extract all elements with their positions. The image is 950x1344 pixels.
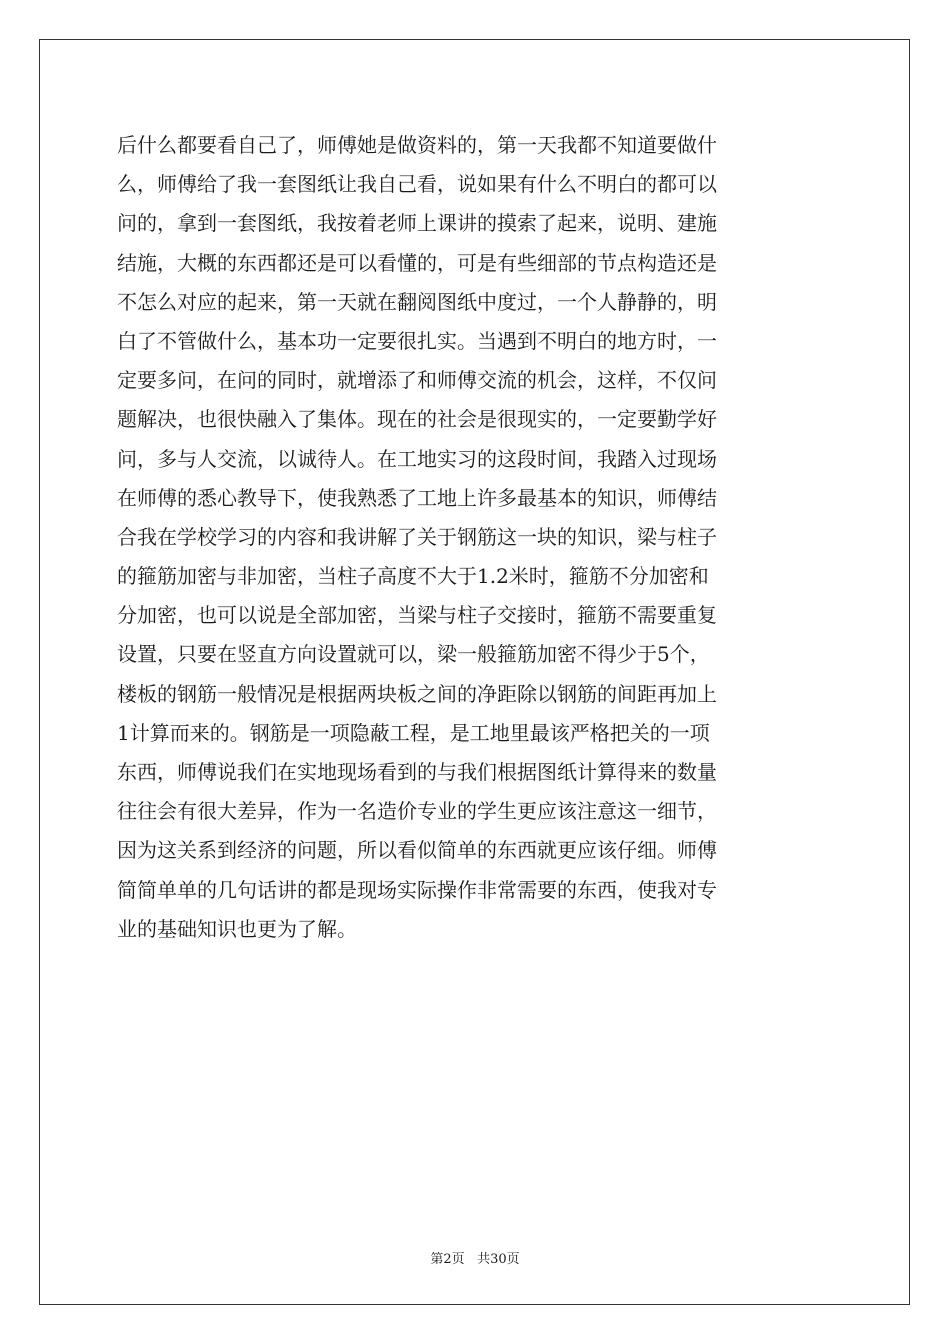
- text-line: 业的基础知识也更为了解。: [117, 916, 357, 941]
- text-line: 在师傅的悉心教导下，使我熟悉了工地上许多最基本的知识，师傅结: [117, 485, 717, 510]
- text-line: 白了不管做什么，基本功一定要很扎实。当遇到不明白的地方时，一: [117, 328, 717, 353]
- text-line: 东西，师傅说我们在实地现场看到的与我们根据图纸计算得来的数量: [117, 760, 717, 784]
- text-line: 设置，只要在竖直方向设置就可以，梁一般箍筋加密不得少于5个，: [117, 642, 710, 667]
- text-line: 因为这关系到经济的问题，所以看似简单的东西就更应该仔细。师傅: [117, 838, 717, 863]
- page-total: 共30页: [477, 1252, 520, 1267]
- text-line: 结施，大概的东西都还是可以看懂的，可是有些细部的节点构造还是: [117, 250, 717, 275]
- page-footer: [0, 1248, 950, 1267]
- text-line: 简简单单的几句话讲的都是现场实际操作非常需要的东西，使我对专: [117, 877, 717, 902]
- text-line: 定要多问，在问的同时，就增添了和师傅交流的机会，这样，不仅问: [117, 368, 717, 393]
- text-line: 不怎么对应的起来，第一天就在翻阅图纸中度过，一个人静静的，明: [117, 289, 717, 314]
- text-line: 合我在学校学习的内容和我讲解了关于钢筋这一块的知识，梁与柱子: [117, 524, 717, 549]
- text-line: 题解决，也很快融入了集体。现在的社会是很现实的，一定要勤学好: [117, 407, 717, 432]
- text-line: 楼板的钢筋一般情况是根据两块板之间的净距除以钢筋的间距再加上: [117, 681, 717, 706]
- text-line: 问，多与人交流，以诚待人。在工地实习的这段时间，我踏入过现场: [117, 446, 717, 471]
- page-number: 第2页: [430, 1252, 465, 1267]
- text-line: 1计算而来的。钢筋是一项隐蔽工程，是工地里最该严格把关的一项: [117, 720, 710, 745]
- text-line: 后什么都要看自己了，师傅她是做资料的，第一天我都不知道要做什: [117, 133, 717, 157]
- text-line: 的箍筋加密与非加密，当柱子高度不大于1.2米时，箍筋不分加密和: [117, 564, 709, 589]
- text-line: 问的，拿到一套图纸，我按着老师上课讲的摸索了起来，说明、建施: [117, 211, 717, 236]
- text-line: 分加密，也可以说是全部加密，当梁与柱子交接时，箍筋不需要重复: [117, 603, 717, 628]
- text-line: 么，师傅给了我一套图纸让我自己看，说如果有什么不明白的都可以: [117, 172, 717, 197]
- text-line: 往往会有很大差异，作为一名造价专业的学生更应该注意这一细节，: [117, 799, 717, 824]
- body-paragraph: [117, 126, 835, 949]
